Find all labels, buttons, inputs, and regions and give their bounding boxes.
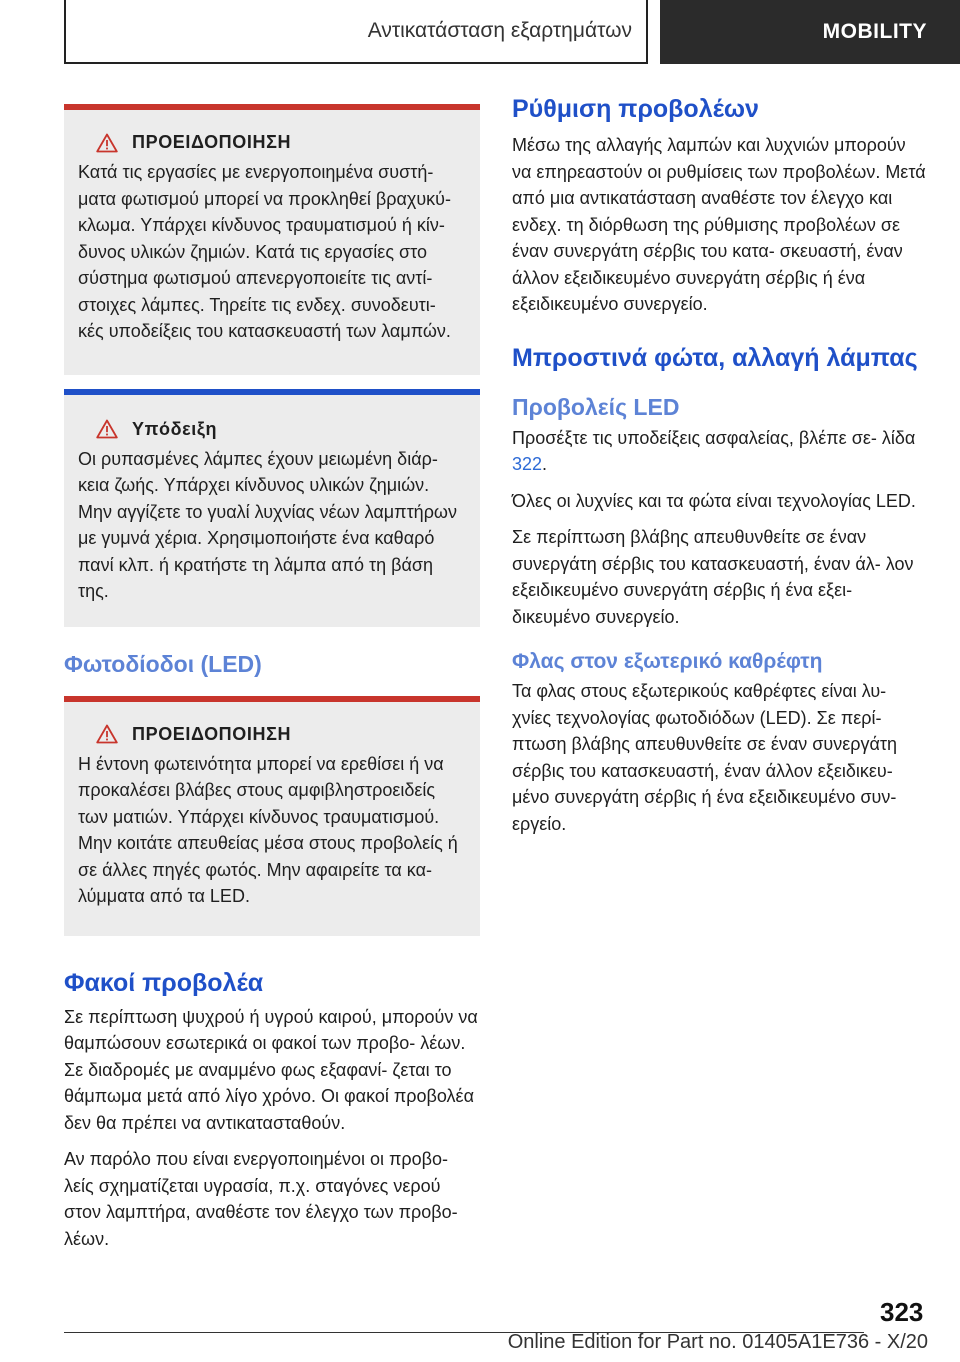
warning-callout	[64, 104, 480, 375]
warning-callout	[64, 696, 480, 936]
lens-paragraph: Αν παρόλο που είναι ενεργοποιημένοι οι προβο‐ λείς σχηματίζεται υγρασία, π.χ. σταγόνες νερού στον λαμπτήρα, αναθέστε τον έλεγχο των προβο‐ λέων.	[64, 1149, 458, 1249]
warning-triangle-icon	[96, 724, 118, 744]
adjust-paragraph: Μέσω της αλλαγής λαμπών και λυχνιών μπορούν να επηρεαστούν οι ρυθμίσεις των προβολέων. Μετά από μια αντικατάσταση αναθέστε τον έλεγχο και ενδεχ. τη διόρθωση της ρύθμισης προβολέων σε έναν συνεργάτη σέρβις του κατα‐ σκευαστή, έναν άλλον εξειδικευμένο συνεργάτη σέρβις ή ένα εξειδικευμένο συνεργείο.	[512, 135, 926, 314]
warning-title: ΠΡΟΕΙΔΟΠΟΙΗΣΗ	[132, 723, 292, 744]
front-lights-heading: Μπροστινά φώτα, αλλαγή λάμπας	[512, 343, 918, 372]
led-heading: Φωτοδίοδοι (LED)	[64, 650, 262, 677]
headlight-paragraph: Προσέξτε τις υποδείξεις ασφαλείας, βλέπε σε‐ λίδα 322.	[512, 427, 916, 474]
flash-heading: Φλας στον εξωτερικό καθρέφτη	[512, 650, 823, 673]
warning-triangle-icon	[96, 419, 118, 439]
headlight-paragraph: Σε περίπτωση βλάβης απευθυνθείτε σε έναν συνεργάτη σέρβις του κατασκευαστή, έναν άλ‐ λον εξειδικευμένο συνεργάτη σέρβις ή ένα εξει‐ δικευμένο συνεργείο.	[512, 527, 914, 627]
warning-text: Κατά τις εργασίες με ενεργοποιημένα συστή‐ ματα φωτισμού μπορεί να προκληθεί βραχυκύ‐ κλωμα. Υπάρχει κίνδυνος τραυματισμού ή κίν‐ δυνος υλικών ζημιών. Κατά τις εργασίες στο σύστημα φωτισμού απενεργοποιείτε τις αντί‐ στοιχες λάμπες. Τηρείτε τις ενδεχ. συνοδευτι‐ κές υποδείξεις του κατασκευαστή των λαμπών.	[78, 162, 452, 341]
warning-text: Η έντονη φωτεινότητα μπορεί να ερεθίσει ή να προκαλέσει βλάβες στους αμφιβληστροειδείς των ματιών. Υπάρχει κίνδυνος τραυματισμού. Μην κοιτάτε απευθείας μέσα στους προβολείς ή σε άλλες πηγές φωτός. Μην αφαιρείτε τα κα‐ λύμματα από τα LED.	[78, 753, 458, 906]
warning-triangle-icon	[96, 133, 118, 153]
flash-paragraph: Τα φλας στους εξωτερικούς καθρέφτες είναι λυ‐ χνίες τεχνολογίας φωτοδιόδων (LED). Σε περί‐ πτωση βλάβης απευθυνθείτε σε έναν συνεργάτη σέρβις του κατασκευαστή, έναν άλλον εξειδικευ‐ μένο συνεργάτη σέρβις ή ένα εξειδικευμένο συν‐ εργείο.	[512, 681, 898, 834]
notice-title: Υπόδειξη	[132, 418, 218, 439]
page-number: 323	[880, 1297, 924, 1327]
chapter-tab: MOBILITY	[660, 0, 960, 64]
notice-callout	[64, 389, 480, 627]
footer-edition: Online Edition for Part no. 01405A1E736 - X/20	[507, 1331, 928, 1353]
lens-heading: Φακοί προβολέα	[64, 968, 264, 997]
adjust-heading: Ρύθμιση προβολέων	[512, 95, 759, 123]
left-column	[64, 104, 480, 1252]
page-header	[0, 0, 960, 66]
lens-paragraph: Σε περίπτωση ψυχρού ή υγρού καιρού, μπορούν να θαμπώσουν εσωτερικά οι φακοί των προβο‐ λέων. Σε διαδρομές με αναμμένο φως εξαφανί‐ ζεται το θάμπωμα μετά από λίγο χρόνο. Οι φακοί προβολέα δεν θα πρέπει να αντικατασταθούν.	[64, 1006, 478, 1133]
headlight-led-heading: Προβολείς LED	[512, 393, 680, 420]
warning-title: ΠΡΟΕΙΔΟΠΟΙΗΣΗ	[132, 132, 292, 152]
section-title: Αντικατάσταση εξαρτημάτων	[64, 0, 648, 64]
notice-text: Οι ρυπασμένες λάμπες έχουν μειωμένη διάρ‐ κεια ζωής. Υπάρχει κίνδυνος υλικών ζημιών. Μην αγγίζετε το γυαλί λυχνίας νέων λαμπτήρων με γυμνά χέρια. Χρησιμοποιήστε ένα καθαρό πανί κλπ. ή κρατήστε τη λάμπα από τη βάση της.	[78, 448, 457, 601]
right-column	[512, 92, 928, 837]
page-link[interactable]: 322	[512, 454, 543, 474]
headlight-paragraph: Όλες οι λυχνίες και τα φώτα είναι τεχνολογίας LED.	[512, 490, 916, 511]
